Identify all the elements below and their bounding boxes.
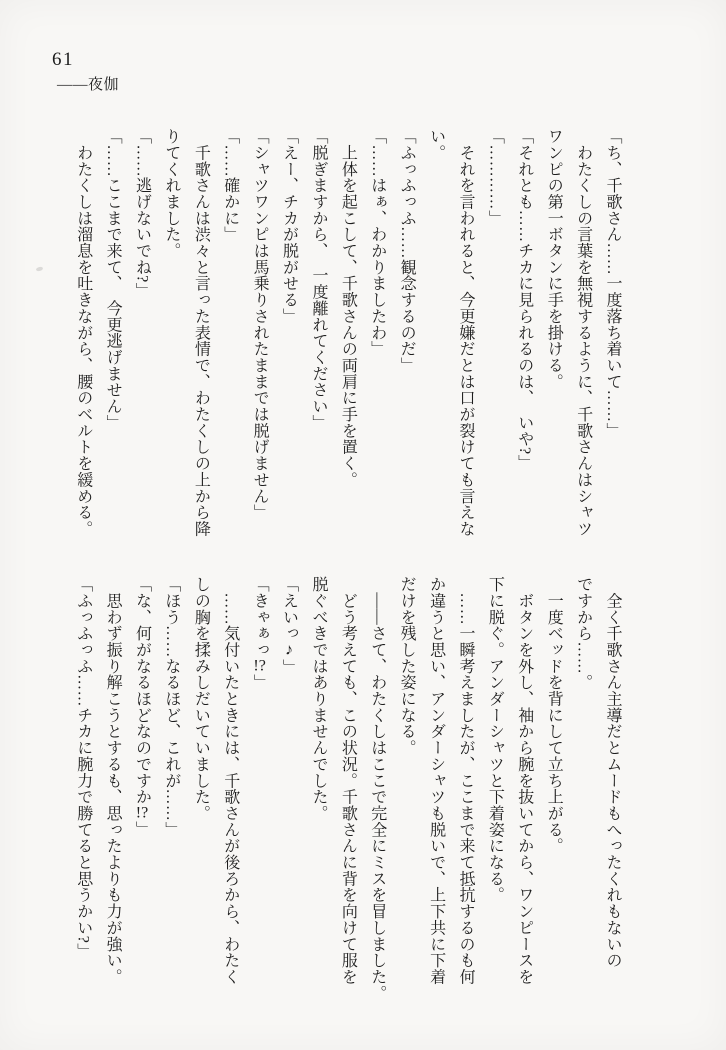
exclamation-question-mark: !? <box>135 804 149 821</box>
text-line: 「ふっふっふ……チカに腕力で勝てると思うかい?」 <box>74 576 92 960</box>
text-line: 「きゃぁっ!?」 <box>251 576 269 691</box>
text-line: ワンピの第一ボタンに手を掛ける。 <box>545 128 563 390</box>
text-line: 千歌さんは渋々と言った表情で、わたくしの上から降 <box>192 128 210 537</box>
text-block-bottom <box>69 576 627 1002</box>
text-line: 「ふっふっふ……観念するのだ」 <box>398 128 416 374</box>
text-line: 「……逃げないでね?」 <box>133 128 151 299</box>
text-line: 「ち、千歌さん……一度落ち着いて……」 <box>604 128 621 439</box>
text-line: ……気付いたときには、千歌さんが後ろから、わたく <box>221 576 239 985</box>
text-line: 思わず振り解こうとするも、思ったよりも力が強い。 <box>104 576 122 985</box>
text-line: 「それとも……チカに見られるのは、 いや?」 <box>515 128 533 471</box>
text-line: それを言われると、今更嫌だとは口が裂けても言えな <box>456 128 474 537</box>
text-line: か違うと思い、アンダーシャツも脱いで、上下共に下着 <box>427 576 445 985</box>
text-line: 「……確かに」 <box>221 128 239 243</box>
text-line: りてくれました。 <box>162 128 180 259</box>
text-line: ですから……。 <box>574 576 592 691</box>
text-line: 「えー、チカが脱がせる」 <box>280 128 298 325</box>
text-line: 「……ここまで来て、 今更逃げません」 <box>104 128 122 431</box>
text-line: 上体を起こして、千歌さんの両肩に手を置く。 <box>339 128 357 488</box>
text-line: 下に脱ぐ。アンダーシャツと下着姿になる。 <box>486 576 504 903</box>
text-line: わたくしは溜息を吐きながら、腰のベルトを緩める。 <box>74 128 92 537</box>
text-line: だけを残した姿になる。 <box>398 576 416 756</box>
text-block-top <box>69 128 627 542</box>
text-line: わたくしの言葉を無視するように、千歌さんはシャツ <box>574 128 592 537</box>
page-number: 61 <box>52 49 74 70</box>
text-line: 全く千歌さん主導だとムードもへったくれもないの <box>604 576 621 969</box>
text-line: 「……はぁ、わかりましたわ」 <box>368 128 386 357</box>
exclamation-question-mark: !? <box>253 657 266 674</box>
text-line: どう考えても、この状況。千歌さんに背を向けて服を <box>339 576 357 985</box>
text-line: 「脱ぎますから、 一度離れてください」 <box>309 128 327 431</box>
text-line: ……一瞬考えましたが、ここまで来て抵抗するのも何 <box>456 576 474 985</box>
text-line: い。 <box>427 128 445 161</box>
text-line: 脱ぐべきではありませんでした。 <box>309 576 327 822</box>
text-line: 「…………」 <box>486 128 504 227</box>
running-header-chapter-title: ――夜伽 <box>57 77 120 93</box>
text-line: 「ほう……なるほど、これが……」 <box>162 576 180 838</box>
text-line: 「な、何がなるほどなのですか!?」 <box>133 576 151 838</box>
scan-speck <box>36 266 44 272</box>
text-line: ボタンを外し、袖から腕を抜いてから、ワンピースを <box>515 576 533 985</box>
text-line: 「えいっ♪」 <box>280 576 298 676</box>
text-line: 一度ベッドを背にして立ち上がる。 <box>545 576 563 854</box>
text-line: ――さて、わたくしはここで完全にミスを冒しました。 <box>368 576 386 1002</box>
text-line: 「シャツワンピは馬乗りされたままでは脱げません」 <box>251 128 269 521</box>
text-line: しの胸を揉みしだいていました。 <box>192 576 210 822</box>
